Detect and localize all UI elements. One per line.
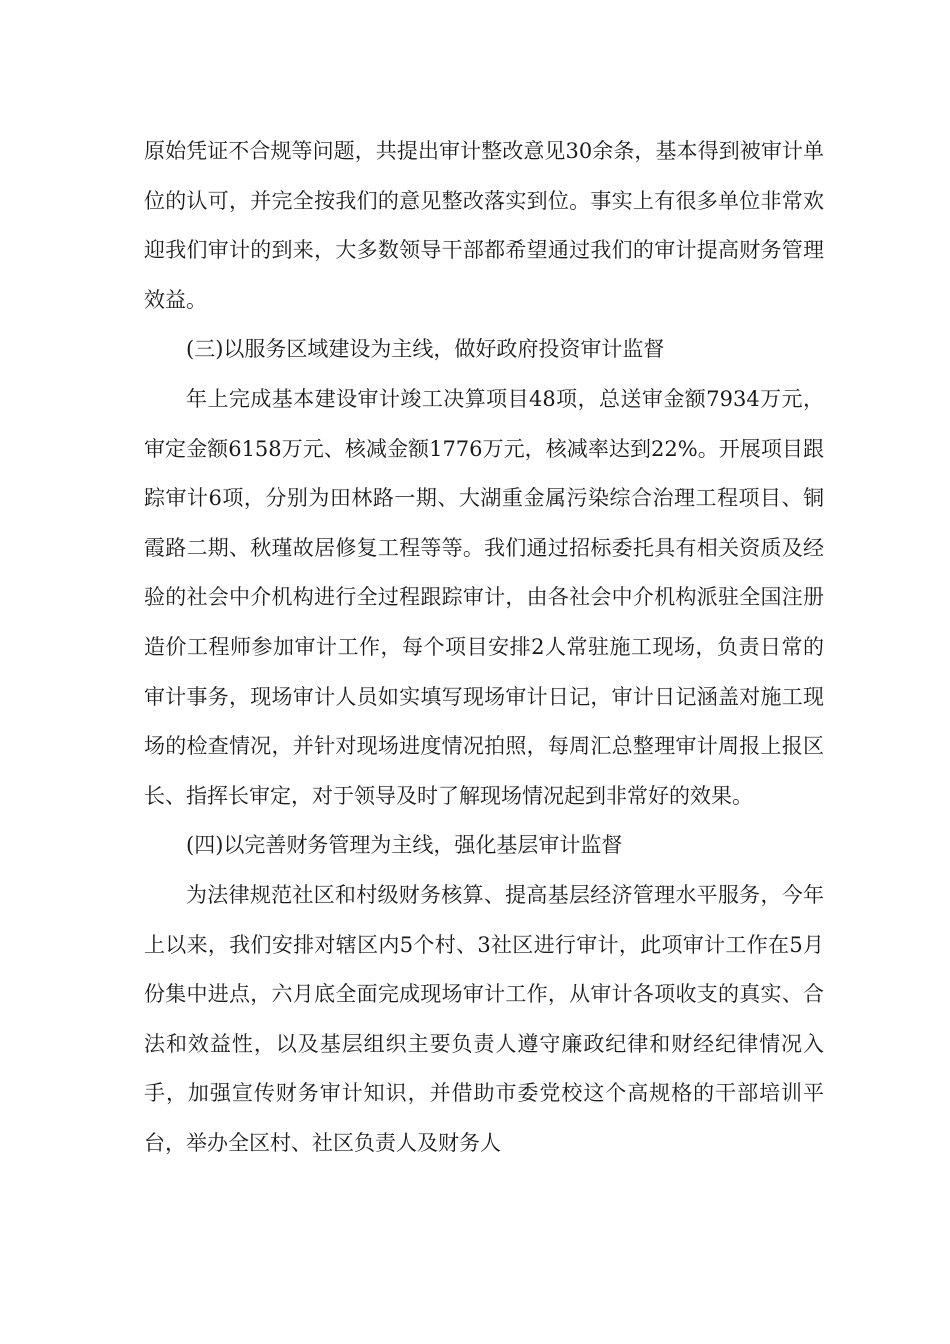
paragraph-investment-audit: 年上完成基本建设审计竣工决算项目48项，总送审金额7934万元，审定金额6158万元、核减金额1776万元，核减率达到22%。开展项目跟踪审计6项，分别为田林路一期、大湖重金属污染综合治理工程项目、铜霞路二期、秋瑾故居修复工程等等。我们通过招标委托具有相关资质及经验的社会中介机构进行全过程跟踪审计，由各社会中介机构派驻全国注册造价工程师参加审计工作，每个项目安排2人常驻施工现场，负责日常的审计事务，现场审计人员如实填写现场审计日记，审计日记涵盖对施工现场的检查情况，并针对现场进度情况拍照，每周汇总整理审计周报上报区长、指挥长审定，对于领导及时了解现场情况起到非常好的效果。 xyxy=(144,386,824,808)
section-heading-3: (三)以服务区域建设为主线，做好政府投资审计监督 xyxy=(186,337,665,362)
document-body xyxy=(144,127,824,1168)
section-heading-4: (四)以完善财务管理为主线，强化基层审计监督 xyxy=(186,833,623,858)
paragraph-grassroots-audit: 为法律规范社区和村级财务核算、提高基层经济管理水平服务，今年上以来，我们安排对辖区内5个村、3社区进行审计，此项审计工作在5月份集中进点，六月底全面完成现场审计工作，从审计各项收支的真实、合法和效益性，以及基层组织主要负责人遵守廉政纪律和财经纪律情况入手，加强宣传财务审计知识，并借助市委党校这个高规格的干部培训平台，举办全区村、社区负责人及财务人 xyxy=(144,882,824,1155)
paragraph-continued: 原始凭证不合规等问题，共提出审计整改意见30余条，基本得到被审计单位的认可，并完全按我们的意见整改落实到位。事实上有很多单位非常欢迎我们审计的到来，大多数领导干部都希望通过我们的审计提高财务管理效益。 xyxy=(144,139,824,312)
